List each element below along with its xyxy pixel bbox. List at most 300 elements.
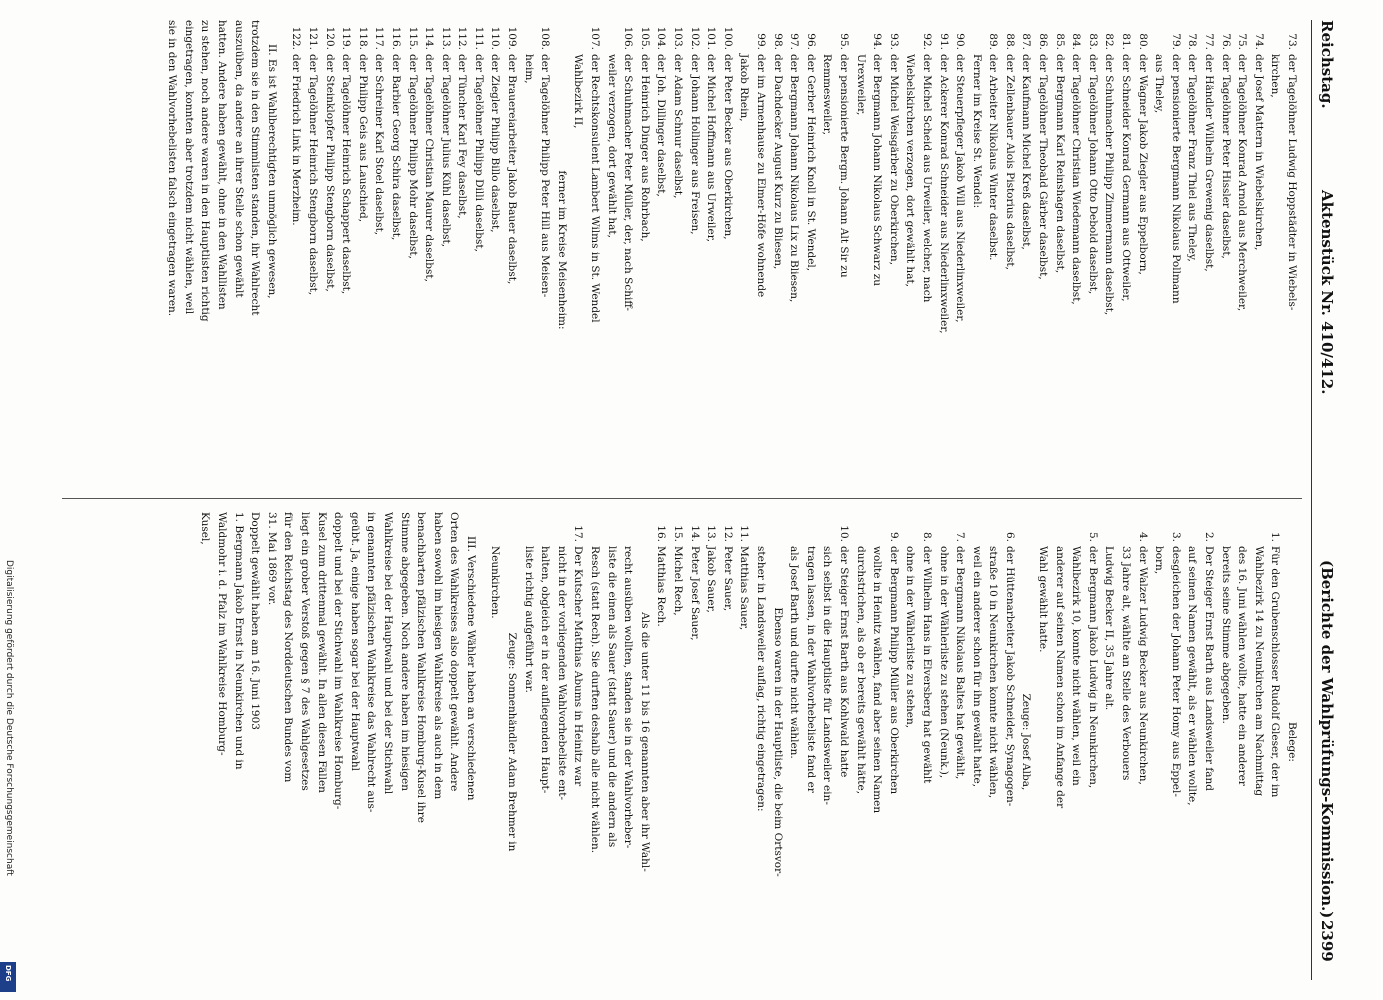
line-text: weiler verzogen, dort gewählt hat, [605,54,618,238]
right-line [553,512,570,972]
header-center: Aktenstück Nr. 410/412. [1318,190,1336,395]
item-number: 100. [721,26,734,50]
line-text: Jakob Rhein, [738,54,751,122]
item-number: 115. [406,26,419,50]
left-line [1167,20,1184,480]
left-line [553,20,570,480]
line-text: Der Steiger Ernst Barth aus Landsweiler fand [1203,546,1216,791]
item-number: 97. [788,33,801,50]
right-line [1084,512,1101,972]
line-text: der Ackerer Konrad Schneider aus Niederlinxweiler, [937,54,950,334]
left-line [537,20,554,480]
paragraph-line: geübt. Ja, einige haben sogar bei der Hauptwahl [348,512,361,771]
left-line [952,20,969,480]
paragraph-line: doppelt und bei der Stichwahl im Wahlkreise Homburg- [332,512,345,810]
left-line [1200,20,1217,480]
line-text: Wahlbezirk 10, konnte nicht wählen, weil ein [1070,546,1083,786]
left-line [985,20,1002,480]
left-line [719,20,736,480]
paragraph-line: benachbarten pfälzischen Wahlkreise Homburg-Kusel ihre [415,512,428,823]
right-line [985,512,1002,972]
item-number: 3. [1169,531,1182,542]
line-text: der Steuerpfleger Jakob Will aus Niederlinxweiler, [954,54,967,323]
line-text: der Michel Scheid aus Urweiler, welcher, nach [920,54,933,303]
line-text: kirchen, [1269,54,1282,98]
item-number: 17. [572,525,585,542]
line-text: der Tagelöhner Philipp Peter Hill aus Meisen- [539,54,552,298]
paragraph-line: hatten. Andere haben gewählt, ohne in den Wahllisten [216,20,228,310]
paragraph-line: trotzdem sie in den Stimmlisten standen, ihr Wahlrecht [249,20,262,316]
left-line [769,20,786,480]
item-number: 77. [1203,33,1216,50]
left-line [1283,20,1300,480]
item-number: 117. [373,26,386,50]
right-column [197,512,1300,972]
right-line [1283,512,1300,972]
left-line [304,20,321,480]
left-line [470,20,487,480]
item-number: 108. [539,26,552,50]
item-number: 98. [771,33,784,50]
line-text: der Tagelöhner Theobald Gärber daselbst, [1037,54,1050,280]
item-number: 15. [672,525,685,542]
right-line [1234,512,1251,972]
line-text: ferner im Kreise Meisenheim: [555,170,568,330]
line-text: durchstrichen, als ob er bereits gewählt hätte, [854,546,867,795]
line-text: born, [1153,546,1166,575]
right-line [520,512,537,972]
left-line [1084,20,1101,480]
item-number: 93. [887,33,900,50]
right-line [752,512,769,972]
right-line [918,512,935,972]
line-text: Wahl gewählt hatte. [1037,546,1050,653]
line-text: Resch (statt Rech). Sie durften deshalb alle nicht wählen. [589,546,602,854]
item-number: 89. [987,33,1000,50]
line-text: Der Kutscher Matthias Abums in Heinitz war [572,546,585,787]
right-line [968,512,985,972]
item-number: 92. [920,33,933,50]
left-line [752,20,769,480]
item-number: 105. [638,26,651,50]
line-text: der Tagelöhner Julius Kühl daselbst, [439,54,452,248]
line-text: Zeuge: Sonnenhändler Adam Brehmer in [506,632,519,852]
item-number: 85. [1053,33,1066,50]
line-text: der Friedrich Link in Merzheim. [290,54,303,226]
line-text: Ebenso waren in der Hauptliste, die beim Ortsvor- [771,607,784,877]
right-line [586,512,603,972]
line-text: der Steiger Ernst Barth aus Kohlwald hatte [837,546,850,778]
left-line [354,20,371,480]
left-line [885,20,902,480]
line-text: recht ausüben wollten, standen sie in der Wahlvorheber- [622,546,635,849]
item-number: 101. [705,26,718,50]
line-text: des 16. Juni wählen wollte, hatte ein anderer [1236,546,1249,786]
line-text: der Tagelöhner Peter Hissler daselbst, [1219,54,1232,259]
line-text: Peter Sauer, [721,546,734,612]
line-text: Ludwig Becker II, 35 Jahre alt. [1103,546,1116,711]
item-number: 106. [622,26,635,50]
paragraph-line: liegt ein grober Verstoß gegen § 7 des Wahlgesetzes [298,512,311,791]
line-text: Als die unter 11 bis 16 genannten aber ihr Wahl- [638,612,651,872]
line-text: Matthias Rech. [655,546,668,627]
right-line [570,512,587,972]
left-line [653,20,670,480]
line-text: Matthias Sauer, [738,546,751,631]
paragraph-line: Stimme abgegeben. Noch andere haben im hiesigen [398,512,411,791]
right-line [504,512,521,972]
line-text: der Michel Weisgärber zu Oberkirchen, [887,54,900,266]
line-text: der Tagelöhner Heinrich Schappert daselbst, [340,54,353,295]
item-number: 76. [1219,33,1232,50]
line-text: weil ein anderer schon für ihn gewählt hatte, [970,546,983,788]
line-text: der Tagelöhner Christian Wiedemann daselbst, [1070,54,1083,305]
right-line [669,512,686,972]
paragraph-line: Orten des Wahlkreises also doppelt gewählt. Andere [448,512,461,792]
line-text: tragen lassen, in der Wahlvorhebeliste fand er [804,546,817,793]
line-text: Wahlbezirk 14 zu Neunkirchen am Nachmittag [1252,546,1265,797]
item-number: 75. [1236,33,1249,50]
page-number: 2399 [1318,920,1336,962]
line-text: der Schuhmacher Philipp Zimmermann daselbst, [1103,54,1116,316]
line-text: wollte in Heinitz wählen, fand aber seinen Namen [871,546,884,814]
left-line [570,20,587,480]
left-line [835,20,852,480]
left-line [686,20,703,480]
item-number: 88. [1003,33,1016,50]
right-line [1151,512,1168,972]
line-text: Michel Rech, [672,546,685,616]
line-text: der Steinklopfer Philipp Stengborn daselbst, [323,54,336,292]
line-text: der Tagelöhner Konrad Arnold aus Merchweiler, [1236,54,1249,312]
right-line [1001,512,1018,972]
right-line [1018,512,1035,972]
item-number: 1. [1269,531,1282,542]
item-number: 111. [472,26,485,50]
right-line [885,512,902,972]
paragraph-line: auszuüben, da andere an ihrer Stelle schon gewählt [232,20,245,298]
line-text: der Walzer Ludwig Becker aus Neunkirchen, [1136,546,1149,785]
line-text: halten, obgleich er in der aufliegenden Haupt- [539,546,552,794]
line-text: der pensionierte Bergm. Johann Alt Sir zu [837,54,850,278]
header-right-note: (Berichte der Wahlprüfungs-Kommission.) [1318,560,1336,919]
right-line [636,512,653,972]
right-line [686,512,703,972]
right-line [902,512,919,972]
right-line [1217,512,1234,972]
line-text: der Tagelöhner Johann Otto Debold daselbst, [1086,54,1099,295]
line-text: der Bergmann Nikolaus Baltes hat gewählt, [954,546,967,780]
left-line [786,20,803,480]
line-text: der Tagelöhner Christian Maurer daselbst, [423,54,436,282]
right-line [802,512,819,972]
paragraph-line: eingetragen, konnten aber trotzdem nicht wählen, weil [182,20,195,315]
left-line [504,20,521,480]
line-text: der Wilhelm Hans in Elversberg hat gewählt [920,546,933,784]
left-line [1068,20,1085,480]
page-header [1311,20,1340,980]
item-number: 14. [688,525,701,542]
right-line [653,512,670,972]
right-line [487,512,504,972]
left-line [454,20,471,480]
line-text: Ferner im Kreise St. Wendel: [970,54,983,209]
line-text: ohne in der Wählerliste zu stehen, [904,546,917,729]
line-text: der Schneider Konrad Germann aus Ottweiler, [1120,54,1133,302]
right-line [1101,512,1118,972]
line-text: Urexweiler, [854,54,867,116]
line-text: Peter Josef Sauer, [688,546,701,641]
line-text: liste richtig aufgeführt war. [522,546,535,693]
item-number: 107. [589,26,602,50]
item-number: 104. [655,26,668,50]
right-line [736,512,753,972]
line-text: anderer auf seinen Namen schon im Anfange der [1053,546,1066,809]
right-line [819,512,836,972]
item-number: 6. [1003,531,1016,542]
right-line [703,512,720,972]
right-line [952,512,969,972]
item-number: 79. [1169,33,1182,50]
right-line [835,512,852,972]
line-text: auf seinen Namen gewählt, als er wählen wollte, [1186,546,1199,806]
paragraph-line: in genannten pfälzischen Wahlkreise das Wahlrecht aus- [365,512,378,813]
line-text: sich selbst in die Hauptliste für Landsweiler ein- [821,546,834,805]
left-line [852,20,869,480]
item-number: 118. [356,26,369,50]
line-text: der Bergmann Jakob Ludwig in Neunkirchen, [1086,546,1099,789]
line-text: der Philipp Geis aus Lauschied, [356,54,369,223]
line-text: der Tagelöhner Heinrich Stengborn daselbst, [306,54,319,296]
left-line [736,20,753,480]
item-number: 114. [423,26,436,50]
left-line [819,20,836,480]
left-line [421,20,438,480]
item-number: 12. [721,525,734,542]
left-line [620,20,637,480]
line-text: der Bergmann Johann Nikolaus Schwarz zu [871,54,884,287]
item-number: 110. [489,26,502,50]
left-line [1151,20,1168,480]
line-text: der Wagner Jakob Ziegler aus Eppelborn, [1136,54,1149,275]
line-text: 33 Jahre alt, wählte an Stelle des Verbouers [1120,546,1133,781]
line-text: bereits seine Stimme abgegeben. [1219,546,1232,724]
left-line [636,20,653,480]
item-number: 80. [1136,33,1149,50]
item-number: 96. [804,33,817,50]
left-line [387,20,404,480]
left-line [371,20,388,480]
left-line [404,20,421,480]
item-number: 4. [1136,531,1149,542]
line-text: Neunkirchen. [489,546,502,619]
dfg-logo: DFG [0,962,16,992]
line-text: der Peter Becker aus Oberkirchen, [721,54,734,240]
left-line [1117,20,1134,480]
item-number: 2. [1203,531,1216,542]
right-line [537,512,554,972]
line-text: der Zellenbauer Alois Pistorius daselbst, [1003,54,1016,270]
line-text: der Tagelöhner Philipp Mohr daselbst, [406,54,419,259]
line-text: Für den Grubenschlosser Rudolf Gleser, der im [1269,546,1282,798]
line-text: der Schuhmacher Peter Müller, der, nach Schiff- [622,54,635,311]
left-line [1035,20,1052,480]
right-line [1134,512,1151,972]
line-text: der Rechtskonsulent Lambert Wilms in St. Wendel [589,54,602,323]
line-text: der Gerber Heinrich Knoll in St. Wendel, [804,54,817,272]
paragraph-line: Kusel zum drittenmal gewählt. In allen diesen Fällen [315,512,328,793]
item-number: 91. [937,33,950,50]
paragraph-line: Wahlkreise bei der Hauptwahl und bei der Stichwahl [381,512,394,795]
item-number: 94. [871,33,884,50]
item-number: 99. [755,33,767,50]
left-line [968,20,985,480]
line-text: steher in Landsweiler auflag, richtig eingetragen: [755,546,767,812]
right-line [1117,512,1134,972]
right-line [1068,512,1085,972]
item-number: 95. [837,33,850,50]
line-text: der Tagelöhner Philipp Dilli daselbst, [472,54,485,252]
paragraph-line: 1. Bergmann Jakob Ernst in Neunkirchen und in [232,512,245,770]
left-line [288,20,305,480]
item-number: 83. [1086,33,1099,50]
item-number: 11. [738,525,751,542]
right-line [719,512,736,972]
left-line [802,20,819,480]
left-line [1001,20,1018,480]
line-text: liste die einen als Sauer (statt Sauer) und die andern als [605,546,618,848]
left-column [164,20,1300,480]
left-line [1250,20,1267,480]
item-number: 9. [887,531,900,542]
right-line [1250,512,1267,972]
line-text: Remmesweiler, [821,54,834,135]
line-text: der Tagelöhner Franz Thiel aus Theley, [1186,54,1199,262]
line-text: ohne in der Wählerliste zu stehen (Neunk.), [937,546,950,779]
right-line [1184,512,1201,972]
right-line [620,512,637,972]
left-line [520,20,537,480]
right-line [1051,512,1068,972]
left-line [586,20,603,480]
line-text: Wahlbezirk II, [572,54,585,129]
left-line [437,20,454,480]
line-text: der Hüttenarbeiter Jakob Schneider, Synagogen- [1003,546,1016,807]
line-text: der pensionierte Bergmann Nikolaus Pollmann [1169,54,1182,304]
item-number: 121. [306,26,319,50]
item-number: 119. [340,26,353,50]
item-number: 113. [439,26,452,50]
rotated-document [40,20,1340,980]
right-line [1200,512,1217,972]
digitization-note: Digitalisierung gefördert durch die Deutsche Forschungsgemeinschaft [4,560,14,876]
line-text: desgleichen der Johann Peter Homy aus Eppel- [1169,546,1182,797]
item-number: 16. [655,525,668,542]
left-line [321,20,338,480]
item-number: 82. [1103,33,1116,50]
line-text: der Arbeiter Nikolaus Winter daselbst. [987,54,1000,261]
left-line [935,20,952,480]
paragraph-line: sie in den Wahlvorhebelisten falsch eingetragen waren. [166,20,179,317]
left-line [1018,20,1035,480]
line-text: der Adam Schnur daselbst, [672,54,685,199]
line-text: der Kaufmann Michel Kreß daselbst, [1020,54,1033,250]
paragraph-line: haben sowohl im hiesigen Wahlkreise als auch in dem [431,512,444,800]
item-number: 84. [1070,33,1083,50]
line-text: nicht in der vorliegenden Wahlvorhebeliste ent- [555,546,568,801]
left-line [1234,20,1251,480]
paragraph-line: zu stehen, noch andere waren in den Hauptlisten richtig [199,20,212,322]
header-left: Reichstag. [1318,20,1336,109]
item-number: 103. [672,26,685,50]
column-divider [62,498,1302,499]
item-number: 86. [1037,33,1050,50]
item-number: 122. [290,26,303,50]
item-number: 78. [1186,33,1199,50]
left-line [603,20,620,480]
item-number: 7. [954,531,967,542]
item-number: 87. [1020,33,1033,50]
left-line [669,20,686,480]
line-text: aus Theley, [1153,54,1166,114]
item-number: 109. [506,26,519,50]
left-line [1101,20,1118,480]
line-text: Jakob Sauer, [705,546,718,613]
line-text: der Händler Wilhelm Grewenig daselbst, [1203,54,1216,272]
item-number: 10. [837,525,850,542]
left-line [1217,20,1234,480]
item-number: 120. [323,26,336,50]
line-text: der Brauereiarbeiter Jakob Bauer daselbst, [506,54,519,285]
left-line [487,20,504,480]
line-text: der Bergmann Karl Reinshagen daselbst, [1053,54,1066,274]
right-line [1167,512,1184,972]
paragraph-line: Kusel, [199,512,212,545]
left-line [703,20,720,480]
paragraph-line: Doppelt gewählt haben am 16. Juni 1903 [249,512,262,730]
line-text: der Josef Mattern in Wiebelskirchen, [1252,54,1265,251]
line-text: der Schreiner Karl Stoel daselbst, [373,54,386,236]
item-number: 112. [456,26,469,50]
item-number: 8. [920,531,933,542]
line-text: der im Armenhause zu Elmer-Höfe wohnende [755,54,767,298]
paragraph-line: 31. Mai 1869 vor. [265,512,278,606]
line-text: Wiebelskirchen verzogen, dort gewählt hat, [904,54,917,288]
line-text: der Michel Hoffmann aus Urweiler, [705,54,718,242]
right-line [869,512,886,972]
left-line [1267,20,1284,480]
paragraph-line: II. Es ist Wahlberechtigten unmöglich gewesen, [265,44,278,299]
line-text: Zeuge: Josef Alba, [1020,693,1033,791]
item-number: 90. [954,33,967,50]
line-text: Belege: [1286,722,1298,762]
right-line [935,512,952,972]
item-number: 116. [389,26,402,50]
line-text: der Heinrich Dinger aus Rohrbach, [638,54,651,242]
item-number: 102. [688,26,701,50]
line-text: als Josef Barth und durfte nicht wählen. [788,546,801,759]
left-line [338,20,355,480]
line-text: der Johann Hollinger aus Freisen, [688,54,701,235]
right-line [852,512,869,972]
item-number: 73. [1286,33,1298,50]
left-line [1134,20,1151,480]
line-text: der Bergmann Johann Nikolaus Lix zu Bliesen, [788,54,801,303]
left-line [1051,20,1068,480]
line-text: straße 10 in Neunkirchen konnte nicht wählen, [987,546,1000,799]
paragraph-line: III. Verschiedene Wähler haben an verschiedenen [464,536,477,801]
item-number: 13. [705,525,718,542]
